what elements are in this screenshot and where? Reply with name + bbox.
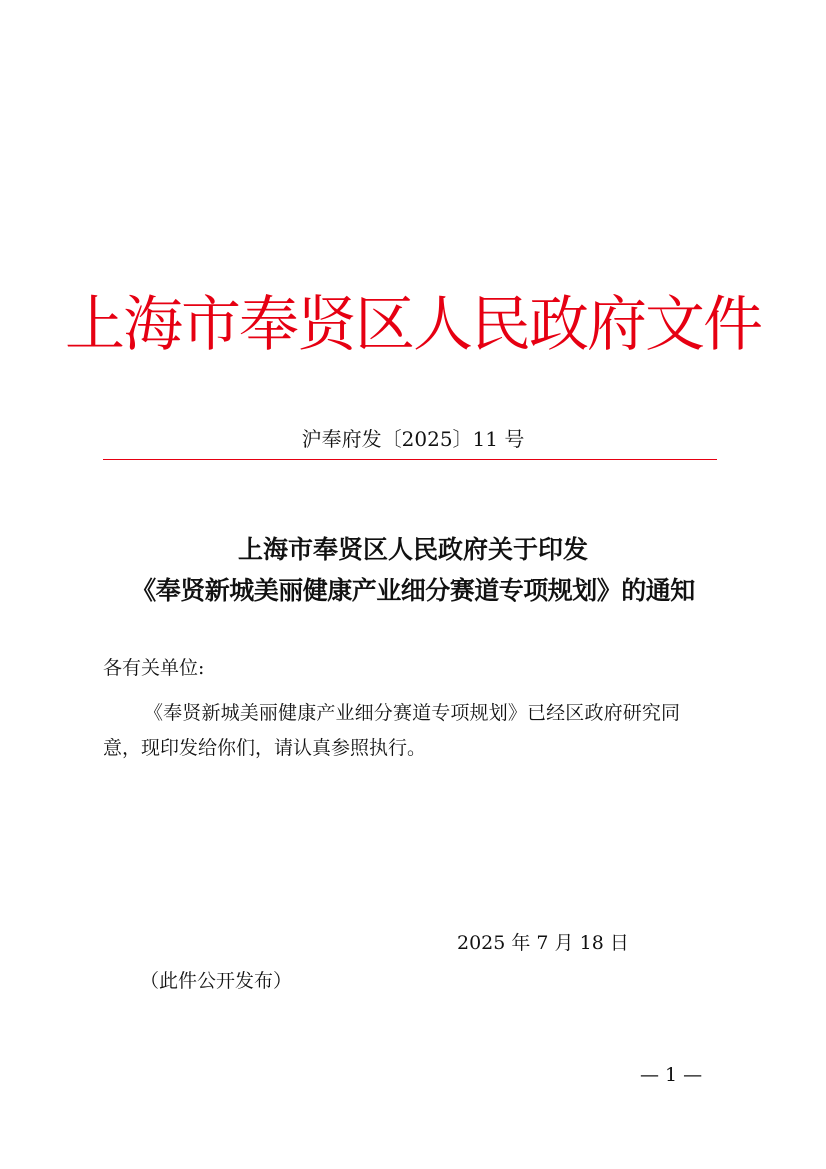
document-masthead: 上海市奉贤区人民政府文件 <box>65 290 761 360</box>
disclosure-note: （此件公开发布） <box>140 970 293 992</box>
body-paragraph-line-2: 意，现印发给你们，请认真参照执行。 <box>103 737 427 759</box>
red-separator-line <box>103 459 717 460</box>
document-title-line-2: 《奉贤新城美丽健康产业细分赛道专项规划》的通知 <box>131 576 695 605</box>
body-paragraph-line-1: 《奉贤新城美丽健康产业细分赛道专项规划》已经区政府研究同 <box>144 702 681 724</box>
document-number: 沪奉府发〔2025〕11 号 <box>301 427 525 451</box>
page-number: — 1 — <box>640 1064 703 1086</box>
issue-date: 2025 年 7 月 18 日 <box>457 932 629 954</box>
document-title-line-1: 上海市奉贤区人民政府关于印发 <box>237 535 588 564</box>
salutation: 各有关单位: <box>103 657 205 679</box>
